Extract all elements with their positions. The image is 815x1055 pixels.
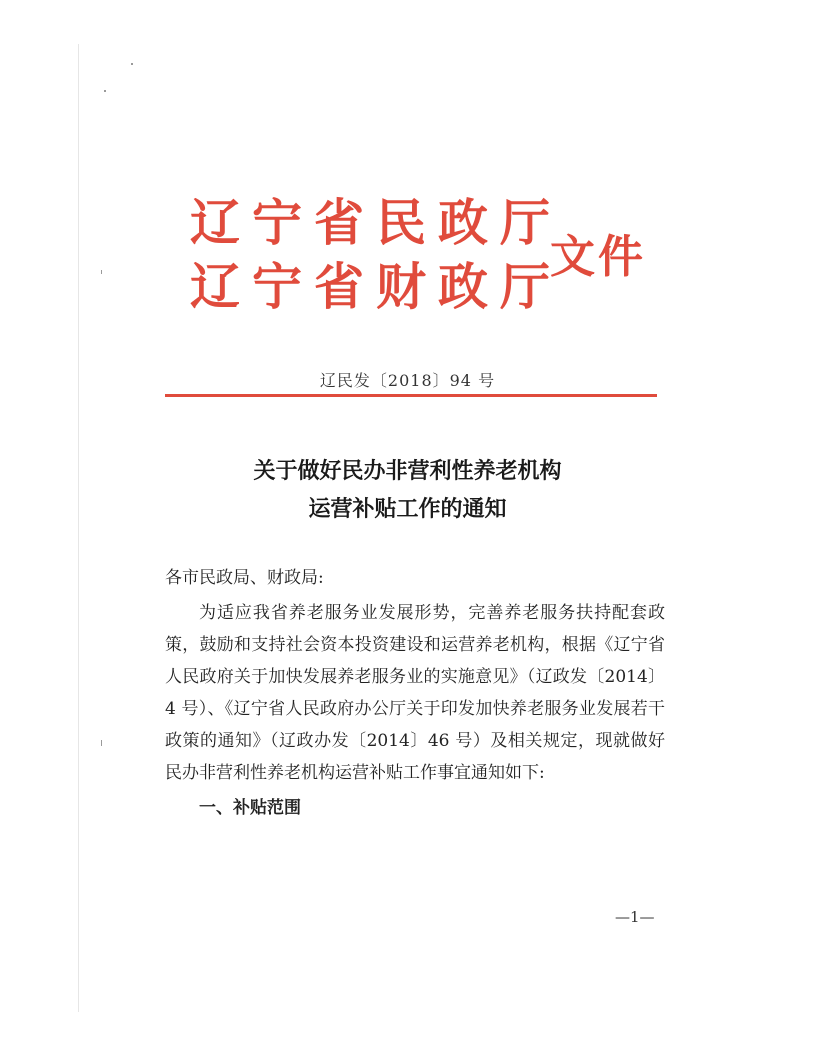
issuer-header [190, 193, 650, 333]
document-body [165, 562, 665, 824]
scan-speck [104, 90, 106, 92]
document-title [0, 452, 815, 528]
issuer-line-finance: 辽宁省财政厅 [190, 257, 562, 316]
red-divider [165, 394, 657, 397]
section-heading: 一、补贴范围 [199, 798, 301, 818]
salutation: 各市民政局、财政局: [165, 568, 324, 588]
title-line-1: 关于做好民办非营利性养老机构 [253, 458, 562, 484]
document-label: 文件 [550, 230, 647, 283]
scan-speck [101, 270, 102, 274]
issuer-line-civil-affairs: 辽宁省民政厅 [190, 193, 562, 252]
title-line-2: 运营补贴工作的通知 [308, 496, 507, 522]
document-page [78, 44, 739, 1012]
scan-speck [101, 740, 102, 746]
page-number: —1— [615, 908, 655, 926]
body-paragraph: 为适应我省养老服务业发展形势，完善养老服务扶持配套政策，鼓励和支持社会资本投资建设和运营养老机构，根据《辽宁省人民政府关于加快发展养老服务业的实施意见》（辽政发〔2014〕4 号）、《辽宁省人民政府办公厅关于印发加快养老服务业发展若干政策的通知》（辽政办发〔2014〕46 号）及相关规定，现就做好民办非营利性养老机构运营补贴工作事宜通知如下: [165, 603, 665, 783]
scan-speck [131, 63, 133, 65]
document-number: 辽民发〔2018〕94 号 [319, 371, 496, 390]
